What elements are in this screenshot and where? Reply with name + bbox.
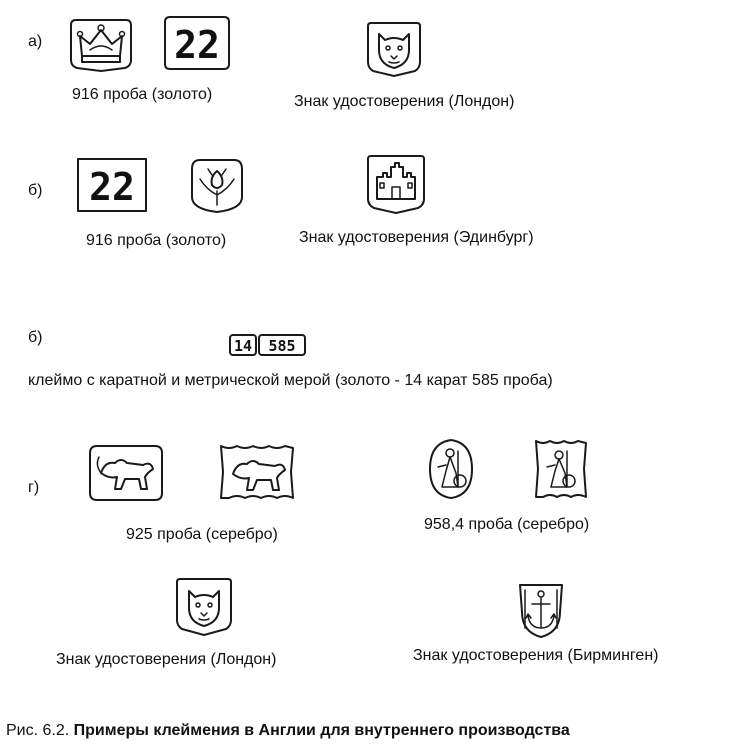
caption-b2: клеймо с каратной и метрической мерой (золото - 14 карат 585 проба) xyxy=(28,372,553,389)
lion-passant-icon-2 xyxy=(217,442,297,502)
caption-b1-right: Знак удостоверения (Эдинбург) xyxy=(299,229,534,246)
anchor-icon xyxy=(516,582,566,640)
lion-passant-icon xyxy=(87,443,165,503)
svg-text:22: 22 xyxy=(89,165,135,209)
number-mark-22-b xyxy=(75,156,149,214)
caption-g-bottom-right: Знак удостоверения (Бирминген) xyxy=(413,647,659,664)
caption-g-left: 925 проба (серебро) xyxy=(126,526,278,543)
castle-icon xyxy=(365,153,427,215)
row-label-a: а) xyxy=(28,33,43,50)
figure-caption-title: Примеры клеймения в Англии для внутреннего производства xyxy=(73,722,570,739)
svg-text:585: 585 xyxy=(268,337,296,355)
leopard-head-icon xyxy=(365,20,423,78)
row-label-b1: б) xyxy=(28,182,43,199)
leopard-head-icon-2 xyxy=(174,576,234,638)
caption-g-bottom-left: Знак удостоверения (Лондон) xyxy=(56,651,277,668)
caption-b1-left: 916 проба (золото) xyxy=(86,232,227,249)
svg-text:22: 22 xyxy=(174,23,220,67)
caption-a-left: 916 проба (золото) xyxy=(72,86,213,103)
carat-metric-mark xyxy=(229,333,307,357)
thistle-icon xyxy=(188,157,246,215)
number-mark-22-a xyxy=(162,14,232,72)
britannia-icon xyxy=(426,437,476,501)
figure-caption-prefix: Рис. 6.2. xyxy=(6,722,74,739)
figure-caption xyxy=(6,723,570,739)
caption-g-right: 958,4 проба (серебро) xyxy=(424,516,590,533)
caption-a-right: Знак удостоверения (Лондон) xyxy=(294,93,515,110)
row-label-b2: б) xyxy=(28,329,43,346)
crown-icon xyxy=(68,16,134,72)
row-label-g: г) xyxy=(28,479,40,496)
svg-text:14: 14 xyxy=(233,337,253,355)
britannia-icon-2 xyxy=(533,437,589,501)
